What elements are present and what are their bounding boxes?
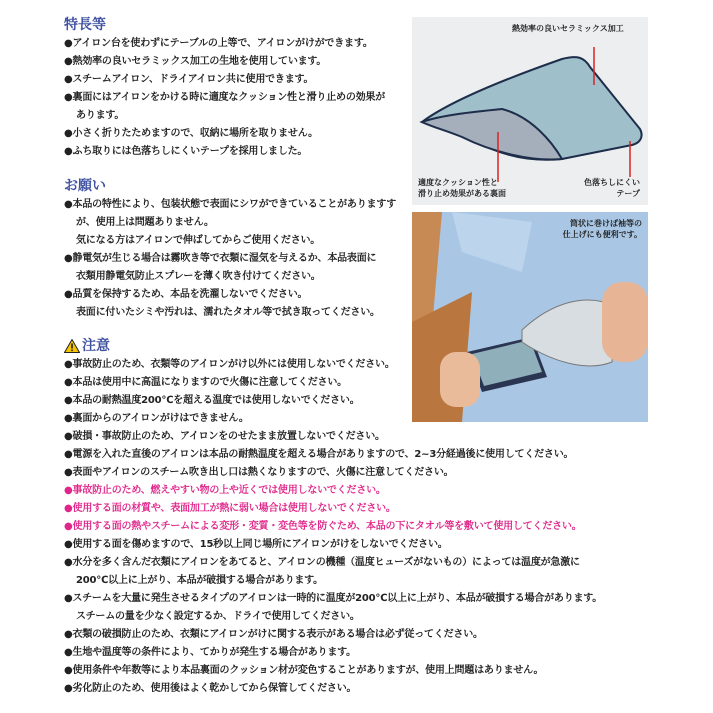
features-heading: 特長等 [64, 17, 106, 33]
product-image-mat [412, 17, 648, 205]
caution-list-item: 200℃以上に上がり、本品が破損する場合があります。 [76, 575, 323, 586]
requests-list-item: が、使用上は問題ありません。 [76, 217, 214, 228]
requests-list-item: ●本品の特性により、包装状態で表面にシワができていることがありますす [64, 199, 397, 210]
features-list-item: ●スチームアイロン、ドライアイロン共に使用できます。 [64, 74, 314, 85]
requests-list-item: 気になる方はアイロンで伸ばしてからご使用ください。 [76, 235, 321, 246]
caution-list-item: ●事故防止のため、衣類等のアイロンがけ以外には使用しないでください。 [64, 359, 395, 370]
caution-list-item: ●表面やアイロンのスチーム吹き出し口は熱くなりますので、火傷に注意してください。 [64, 467, 454, 478]
caution-heading-text: 注意 [82, 338, 110, 354]
caution-list-item: ●破損・事故防止のため、アイロンをのせたまま放置しないでください。 [64, 431, 385, 442]
caution-list-item: ●使用条件や年数等により本品裏面のクッション材が変色することがありますが、使用上問題はありません。 [64, 665, 544, 676]
requests-list-item: ●品質を保持するため、本品を洗濯しないでください。 [64, 289, 308, 300]
requests-list-item: 衣類用静電気防止スプレーを薄く吹き付けてください。 [76, 271, 321, 282]
features-list-item: ●熱効率の良いセラミックス加工の生地を使用しています。 [64, 56, 327, 67]
features-list-item: ●小さく折りたためますので、収納に場所を取りません。 [64, 128, 318, 139]
requests-heading: お願い [64, 178, 106, 194]
requests-list-item: 表面に付いたシミや汚れは、濡れたタオル等で拭き取ってください。 [76, 307, 380, 318]
caution-list-item: ●使用する面の材質や、表面加工が熱に弱い場合は使用しないでください。 [64, 503, 396, 514]
warning-icon [64, 339, 80, 353]
features-list-item: ●裏面にはアイロンをかける時に適度なクッション性と滑り止めの効果が [64, 92, 386, 103]
usage-illustration [412, 212, 648, 422]
caution-list-item: ●本品は使用中に高温になりますので火傷に注意してください。 [64, 377, 347, 388]
caution-list-item: ●本品の耐熱温度200℃を超える温度では使用しないでください。 [64, 395, 360, 406]
caution-list-item: ●劣化防止のため、使用後はよく乾かしてから保管してください。 [64, 683, 357, 694]
caution-list-item: ●スチームを大量に発生させるタイプのアイロンは一時的に温度が200℃以上に上がり、本品が破損する場合があります。 [64, 593, 603, 604]
caption-sleeve: 筒状に巻けば袖等の 仕上げにも便利です。 [562, 219, 642, 239]
caution-list-item: ●生地や温度等の条件により、てかりが発生する場合があります。 [64, 647, 356, 658]
caution-list-item: ●使用する面を傷めますので、15秒以上同じ場所にアイロンがけをしないでください。 [64, 539, 448, 550]
caution-list-item: ●電源を入れた直後のアイロンは本品の耐熱温度を超える場合がありますので、2~3分経過後に使用してください。 [64, 449, 574, 460]
caution-list-item: スチームの量を少なく設定するか、ドライで使用してください。 [76, 611, 360, 622]
caution-list-item: ●裏面からのアイロンがけはできません。 [64, 413, 249, 424]
caption-ceramic: 熱効率の良いセラミックス加工 [512, 24, 624, 33]
caution-list-item: ●水分を多く含んだ衣類にアイロンをあてると、アイロンの機種（温度ヒューズがないもの）によっては温度が急激に [64, 557, 580, 568]
caption-tape: 色落ちしにくい テープ [584, 178, 640, 198]
features-list-item: あります。 [76, 110, 125, 121]
caution-list-item: ●事故防止のため、燃えやすい物の上や近くでは使用しないでください。 [64, 485, 386, 496]
product-image-usage [412, 212, 648, 422]
features-list-item: ●アイロン台を使わずにテーブルの上等で、アイロンがけができます。 [64, 38, 373, 49]
features-list-item: ●ふち取りには色落ちしにくいテープを採用しました。 [64, 146, 308, 157]
caption-back: 適度なクッション性と 滑り止め効果がある裏面 [418, 178, 506, 198]
requests-list-item: ●静電気が生じる場合は霧吹き等で衣類に湿気を与えるか、本品表面に [64, 253, 377, 264]
caution-list-item: ●使用する面の熱やスチームによる変形・変質・変色等を防ぐため、本品の下にタオル等を敷いて使用してください。 [64, 521, 582, 532]
caution-list-item: ●衣類の破損防止のため、衣類にアイロンがけに関する表示がある場合は必ず従ってください。 [64, 629, 483, 640]
